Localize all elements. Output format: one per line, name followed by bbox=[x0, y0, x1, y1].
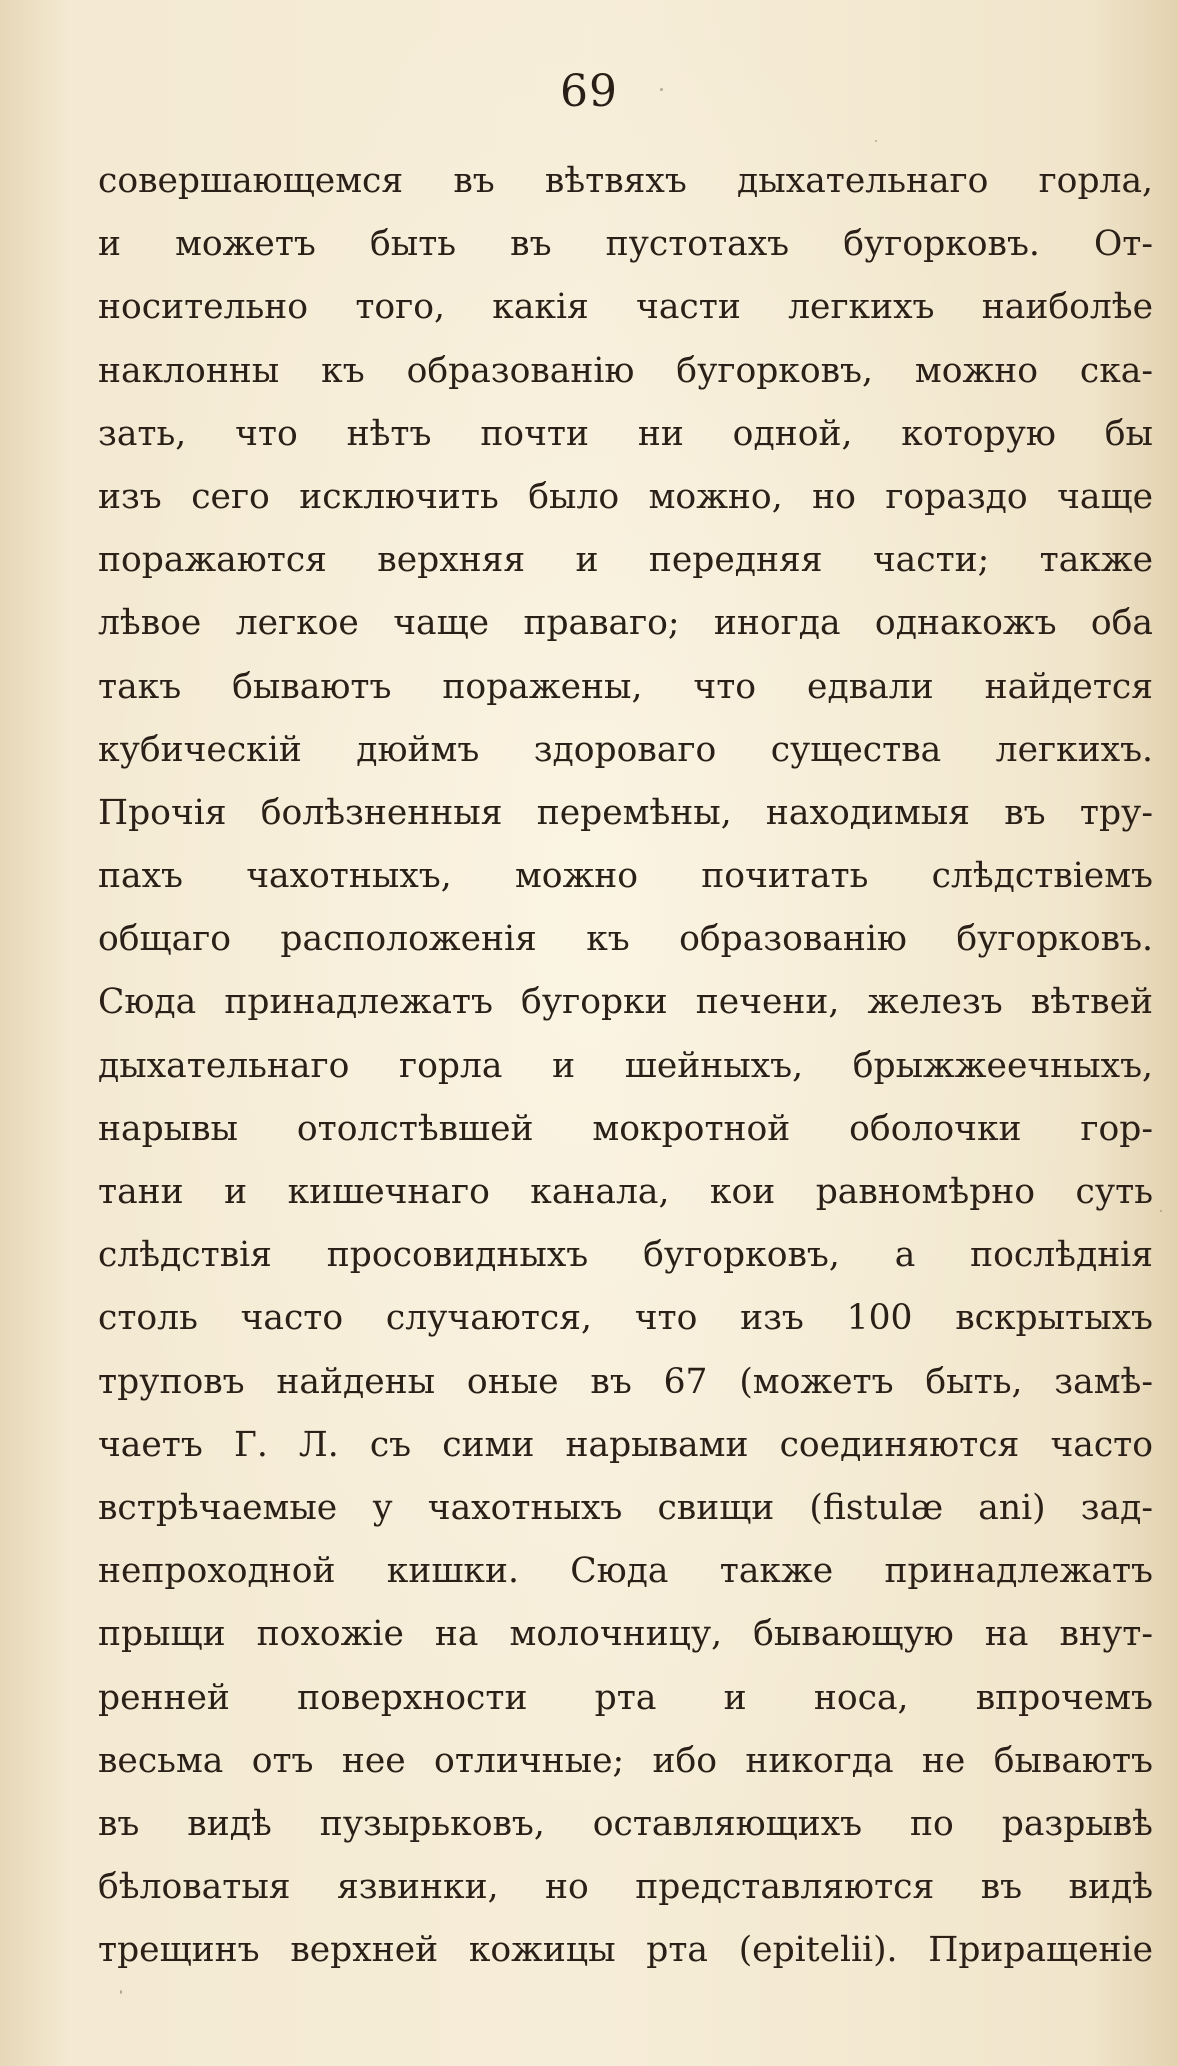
paper-speck bbox=[660, 88, 663, 91]
text-line: поражаются верхняя и передняя части; также bbox=[98, 540, 1153, 581]
text-line: встрѣчаемые у чахотныхъ свищи (fistulæ ani) зад- bbox=[98, 1487, 1153, 1528]
text-line: Сюда принадлежатъ бугорки печени, железъ вѣтвей bbox=[98, 982, 1153, 1023]
text-line: дыхательнаго горла и шейныхъ, брыжжеечныхъ, bbox=[98, 1045, 1153, 1086]
text-line: столь часто случаются, что изъ 100 вскрытыхъ bbox=[98, 1298, 1153, 1339]
text-line: наклонны къ образованію бугорковъ, можно ска- bbox=[98, 350, 1153, 391]
text-line: общаго расположенія къ образованію бугорковъ. bbox=[98, 919, 1153, 960]
text-line: прыщи похожіе на молочницу, бывающую на внут- bbox=[98, 1614, 1153, 1655]
text-line: носительно того, какія части легкихъ наиболѣе bbox=[98, 287, 1153, 328]
text-line: весьма отъ нее отличные; ибо никогда не бываютъ bbox=[98, 1740, 1153, 1781]
text-line: Прочія болѣзненныя перемѣны, находимыя въ тру- bbox=[98, 792, 1153, 833]
text-line: тани и кишечнаго канала, кои равномѣрно суть bbox=[98, 1172, 1153, 1212]
text-line: непроходной кишки. Сюда также принадлежатъ bbox=[98, 1551, 1153, 1592]
paper-speck bbox=[120, 1990, 122, 1994]
text-line: труповъ найдены оные въ 67 (можетъ быть, замѣ- bbox=[98, 1361, 1153, 1402]
text-line: кубическій дюймъ здороваго существа легкихъ. bbox=[98, 729, 1153, 770]
text-line: чаетъ Г. Л. съ сими нарывами соединяются часто bbox=[98, 1424, 1153, 1465]
page-number: 69 bbox=[560, 66, 618, 117]
body-text bbox=[98, 150, 1153, 1982]
text-line: зать, что нѣтъ почти ни одной, которую бы bbox=[98, 413, 1153, 454]
text-line: пахъ чахотныхъ, можно почитать слѣдствіемъ bbox=[98, 856, 1153, 897]
text-line: такъ бываютъ поражены, что едвали найдется bbox=[98, 666, 1153, 707]
text-line: бѣловатыя язвинки, но представляются въ видѣ bbox=[98, 1867, 1153, 1908]
text-line: ренней поверхности рта и носа, впрочемъ bbox=[98, 1677, 1153, 1718]
text-line: нарывы отолстѣвшей мокротной оболочки гор- bbox=[98, 1108, 1153, 1149]
text-line: совершающемся въ вѣтвяхъ дыхательнаго горла, bbox=[98, 161, 1153, 201]
text-line: и можетъ быть въ пустотахъ бугорковъ. От- bbox=[98, 224, 1153, 265]
text-line: изъ сего исключить было можно, но гораздо чаще bbox=[98, 476, 1153, 517]
text-line: въ видѣ пузырьковъ, оставляющихъ по разрывѣ bbox=[98, 1803, 1153, 1844]
text-line: трещинъ верхней кожицы рта (epitelii). Приращеніе bbox=[98, 1930, 1153, 1971]
paper-speck bbox=[875, 140, 877, 142]
paper-speck bbox=[1160, 1210, 1162, 1212]
text-line: слѣдствія просовидныхъ бугорковъ, а послѣднія bbox=[98, 1235, 1153, 1276]
text-line: лѣвое легкое чаще праваго; иногда однакожъ оба bbox=[98, 603, 1153, 644]
